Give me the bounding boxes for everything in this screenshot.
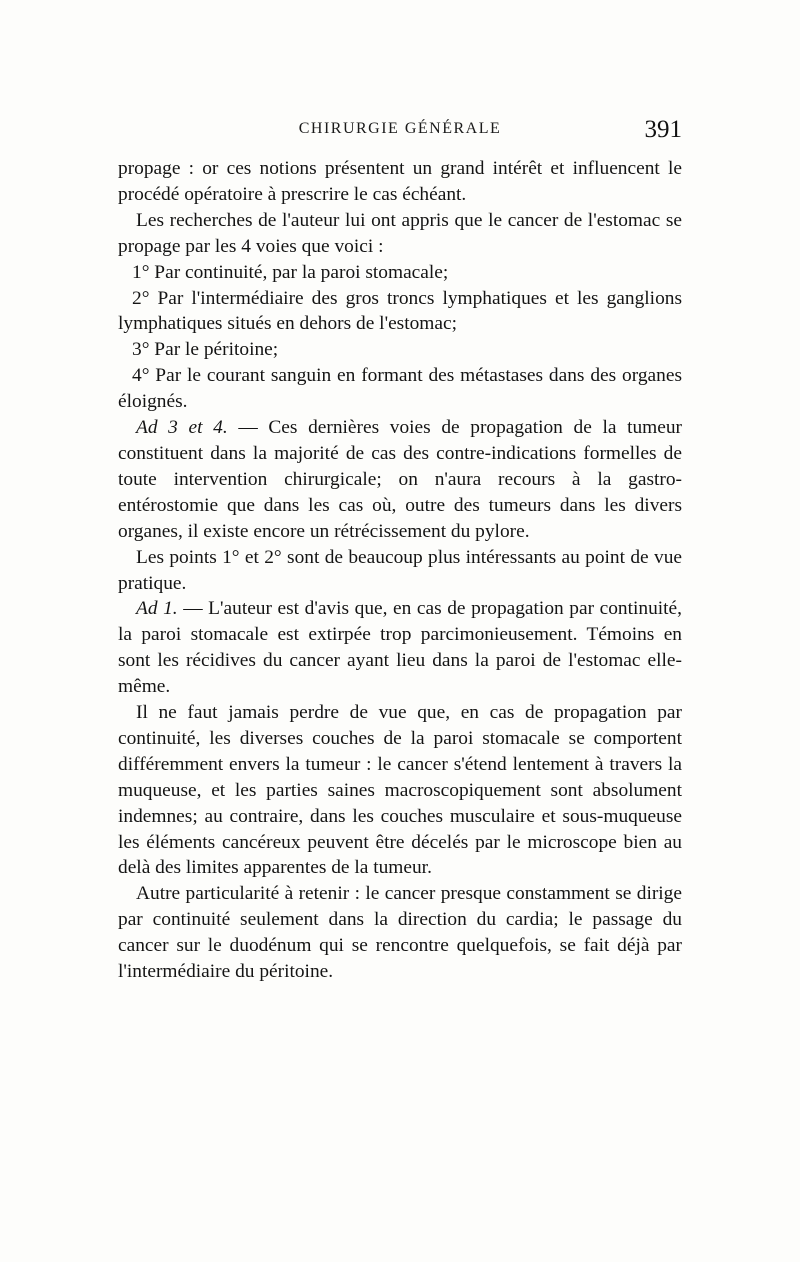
ad-3-4-text: — Ces dernières voies de propagation de la tumeur constituent dans la majorité de cas des contre-indications formelles de toute intervention chirurgicale; on n'aura recours à la gastro-entérostomie que dans les cas où, outre des tumeurs dans les divers organes, il existe encore un rétrécissement du pylore. <box>118 417 682 542</box>
list-item-2: 2° Par l'intermédiaire des gros troncs lymphatiques et les ganglions lymphatiques situés en dehors de l'estomac; <box>118 287 682 335</box>
list-item-4: 4° Par le courant sanguin en formant des métastases dans des organes éloignés. <box>118 365 682 413</box>
paragraph-ad-1 <box>118 596 682 700</box>
paragraph-continuity: Il ne faut jamais perdre de vue que, en cas de propagation par continuité, les diverses couches de la paroi stomacale se comportent différemment envers la tumeur : le cancer s'étend lentement à travers la muqueuse, et les parties saines macroscopiquement sont absolument indemnes; au contraire, dans les couches musculaire et sous-muqueuse les éléments cancéreux peuvent être décelés par le microscope bien au delà des limites apparentes de la tumeur. <box>118 702 682 879</box>
ad-3-4-label: Ad 3 et 4. <box>136 417 228 439</box>
paragraph-ad-3-4 <box>118 415 682 545</box>
paragraph-points: Les points 1° et 2° sont de beaucoup plus intéressants au point de vue pratique. <box>118 546 682 594</box>
paragraph-continuation: propage : or ces notions présentent un grand intérêt et influencent le procédé opératoire à prescrire le cas échéant. <box>118 158 682 205</box>
list-item-1: 1° Par continuité, par la paroi stomacale; <box>132 261 449 283</box>
page-number: 391 <box>644 116 682 143</box>
paragraph-cancer-propagation: Les recherches de l'auteur lui ont appris que le cancer de l'estomac se propage par les 4 voies que voici : <box>118 209 682 257</box>
body-text <box>118 156 682 985</box>
list-item-3: 3° Par le péritoine; <box>132 339 279 361</box>
page-header <box>118 116 682 146</box>
ad-1-text: — L'auteur est d'avis que, en cas de propagation par continuité, la paroi stomacale est extirpée trop parcimonieusement. Témoins en sont les récidives du cancer ayant lieu dans la paroi de l'estomac elle-même. <box>118 598 682 698</box>
running-title: CHIRURGIE GÉNÉRALE <box>298 120 502 137</box>
ad-1-label: Ad 1. <box>136 598 178 620</box>
paragraph-particularity: Autre particularité à retenir : le cancer presque constamment se dirige par continuité seulement dans la direction du cardia; le passage du cancer sur le duodénum qui se rencontre quelquefois, se fait déjà par l'intermédiaire du péritoine. <box>118 883 682 983</box>
